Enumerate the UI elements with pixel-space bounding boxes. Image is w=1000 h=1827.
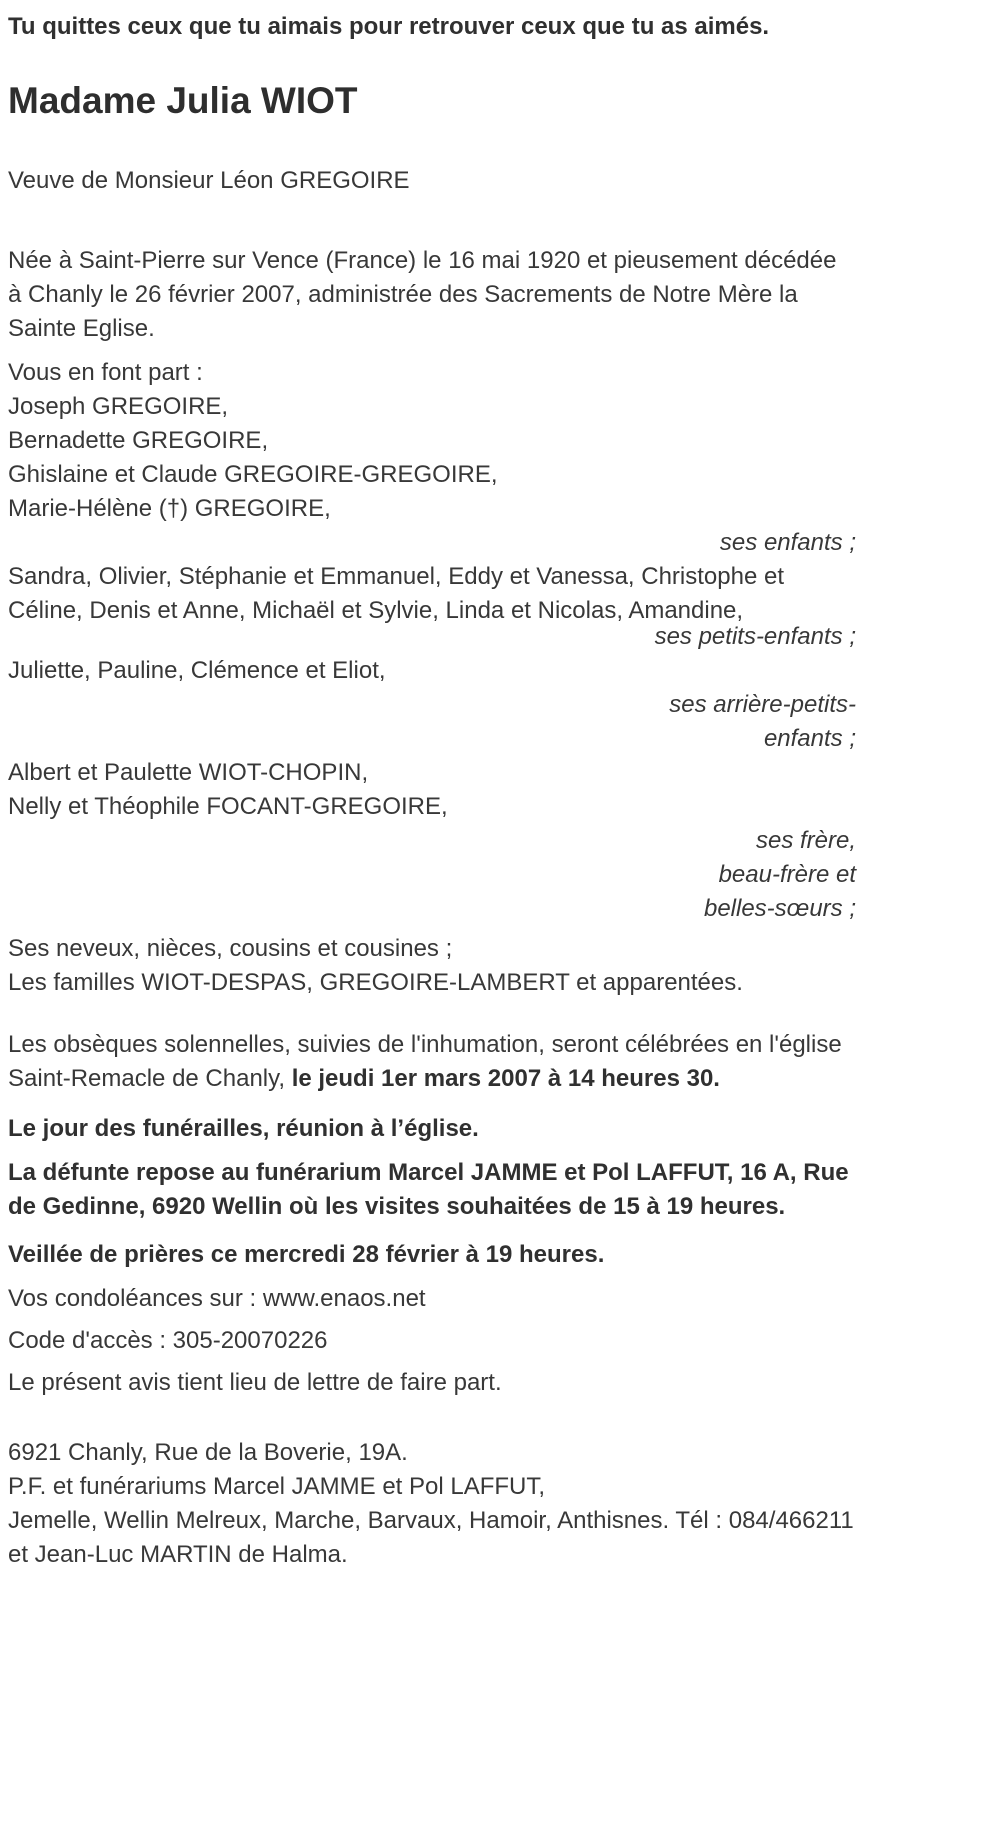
family-section bbox=[8, 356, 856, 1000]
sibling-line: Nelly et Théophile FOCANT-GREGOIRE, bbox=[8, 793, 448, 820]
footer-extra-line: et Jean-Luc MARTIN de Halma. bbox=[8, 1541, 348, 1568]
children-relationship-label: ses enfants ; bbox=[719, 529, 856, 556]
ceremony-paragraph bbox=[8, 1028, 856, 1096]
grandchildren-relationship-label: ses petits-enfants ; bbox=[654, 623, 856, 650]
meeting-line: Le jour des funérailles, réunion à l’église. bbox=[8, 1115, 479, 1142]
great-grandchildren-relationship-label: ses arrière-petits- bbox=[669, 691, 856, 718]
child-line: Bernadette GREGOIRE, bbox=[8, 427, 269, 454]
siblings-relationship-label: belles-sœurs ; bbox=[703, 895, 856, 922]
relatives-line: Ses neveux, nièces, cousins et cousines ; bbox=[8, 935, 453, 962]
grandchildren-paragraph: Sandra, Olivier, Stéphanie et Emmanuel, Eddy et Vanessa, Christophe et Céline, Denis et Anne, Michaël et Sylvie, Linda et Nicolas, Amandine, bbox=[8, 563, 784, 624]
sibling-line: Albert et Paulette WIOT-CHOPIN, bbox=[8, 759, 369, 786]
child-line: Marie-Hélène (†) GREGOIRE, bbox=[8, 495, 331, 522]
great-grandchildren-relationship-label: enfants ; bbox=[763, 725, 856, 752]
epigraph: Tu quittes ceux que tu aimais pour retrouver ceux que tu as aimés. bbox=[8, 13, 770, 40]
notice-line: Le présent avis tient lieu de lettre de faire part. bbox=[8, 1369, 502, 1396]
access-code-line: Code d'accès : 305-20070226 bbox=[8, 1327, 328, 1354]
deceased-name: Madame Julia WIOT bbox=[8, 80, 358, 121]
vigil-line: Veillée de prières ce mercredi 28 février à 19 heures. bbox=[8, 1241, 605, 1268]
intro-paragraph: Née à Saint-Pierre sur Vence (France) le 16 mai 1920 et pieusement décédée à Chanly le 26 février 2007, administrée des Sacrements de Notre Mère la Sainte Eglise. bbox=[8, 247, 837, 342]
siblings-relationship-label: ses frère, bbox=[755, 827, 856, 854]
footer-address-line: 6921 Chanly, Rue de la Boverie, 19A. bbox=[8, 1439, 408, 1466]
condolences-line: Vos condoléances sur : www.enaos.net bbox=[8, 1285, 426, 1312]
great-grandchildren-paragraph: Juliette, Pauline, Clémence et Eliot, bbox=[8, 657, 386, 684]
footer-section bbox=[8, 1436, 856, 1572]
deceased-subtitle: Veuve de Monsieur Léon GREGOIRE bbox=[8, 167, 410, 194]
child-line: Ghislaine et Claude GREGOIRE-GREGOIRE, bbox=[8, 461, 498, 488]
ceremony-text: Les obsèques solennelles, suivies de l'inhumation, seront célébrées en l'église Saint-Remacle de Chanly, bbox=[8, 1031, 842, 1092]
families-line: Les familles WIOT-DESPAS, GREGOIRE-LAMBERT et apparentées. bbox=[8, 969, 743, 996]
footer-locations-line: Jemelle, Wellin Melreux, Marche, Barvaux, Hamoir, Anthisnes. Tél : 084/466211 bbox=[8, 1507, 854, 1534]
footer-funeral-director-line: P.F. et funérariums Marcel JAMME et Pol LAFFUT, bbox=[8, 1473, 546, 1500]
child-line: Joseph GREGOIRE, bbox=[8, 393, 229, 420]
announcement-label: Vous en font part : bbox=[8, 359, 203, 386]
funeral-home-paragraph: La défunte repose au funérarium Marcel JAMME et Pol LAFFUT, 16 A, Rue de Gedinne, 6920 Wellin où les visites souhaitées de 15 à 19 heures. bbox=[8, 1159, 849, 1220]
ceremony-datetime: le jeudi 1er mars 2007 à 14 heures 30. bbox=[291, 1065, 720, 1092]
siblings-relationship-label: beau-frère et bbox=[718, 861, 856, 888]
